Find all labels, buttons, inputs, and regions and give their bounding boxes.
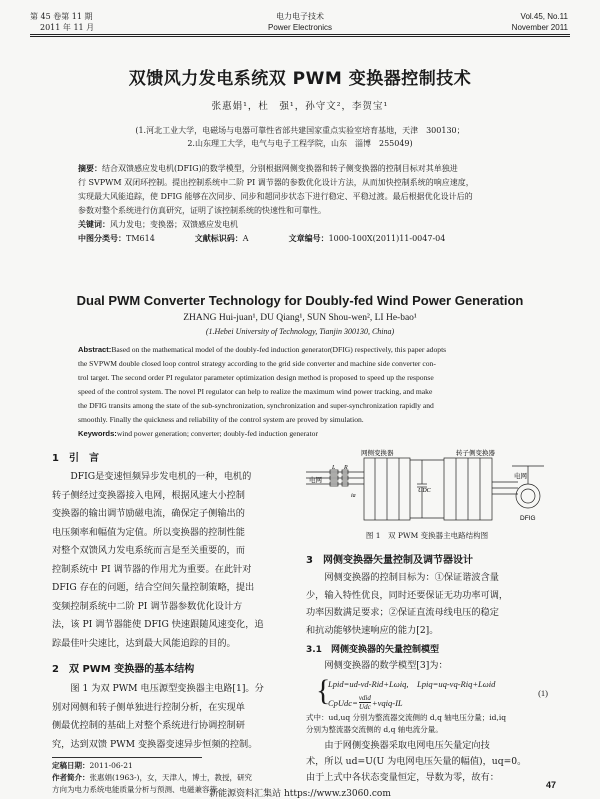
text-line: 网侧变换器的数学模型[3]为： [324,660,448,671]
equation-brace: { [316,674,331,707]
text-line: 侧最优控制的基础上对整个系统进行协调控制研 [52,720,245,731]
abstract-cn-line: 行 SVPWM 双闭环控制。提出控制系统中二阶 PI 调节器的参数优化设计方法，从而加快控制系统的响应速度， [78,178,474,187]
received-label: 定稿日期： [52,761,90,770]
footnote-rule [52,757,202,758]
abstract-cn [78,162,540,246]
text-line: 踪最佳叶尖速比，达到最大风能追踪的目的。 [52,637,236,649]
section-2-heading: 2 双 PWM 变换器的基本结构 [52,664,195,675]
page-number: 47 [545,780,556,790]
text-line: 电压频率和幅值为定值。所以变换器的控制性能 [52,526,245,538]
classification-row [78,232,540,246]
abstract-en-line: speed of the control system. The novel PI regulator can help to realize the maximum wind power tracking, and make [78,387,433,396]
author-bio: 张惠娟(1963-)，女，天津人，博士，教授，研究 [89,773,252,782]
watermark: 新能源资料汇集站 https://www.z3060.com [209,789,391,799]
text-line: 少，输入特性优良，同时还要保证无功功率可调， [306,589,509,601]
figure-label-dfig: DFIG [520,515,536,522]
header-rule-2 [30,36,570,37]
abstract-en-line: the SVPWM double closed loop control strategy according to the grid side converter and machine side converter con- [78,359,436,368]
text-line: 由于上式中各状态变量恒定，导数为零，故有： [306,772,499,783]
header-journal-cn: 电力电子技术 [276,12,324,21]
figure-label-r: R [344,465,348,471]
doc-code-value: A [242,234,249,243]
text-line: 分别为整流器交流侧的 d,q 轴电流分量。 [306,725,443,734]
figure-label-grid-right: 电网 [514,472,527,480]
header-volume-en: Vol.45, No.11 [520,12,568,21]
received-date: 2011-06-21 [89,761,133,770]
text-line: 术，所以 ud=U(U 为电网电压矢量的幅值)，uq=0。 [306,756,527,767]
keywords-cn: 风力发电；变换器；双馈感应发电机 [110,220,238,229]
affiliation-cn-1: (1.河北工业大学，电磁场与电器可靠性省部共建国家重点实验室培育基地，天津 300130； [135,126,465,135]
clc-label: 中图分类号： [78,234,126,243]
abstract-en-line: the DFIG transits among the state of the sub-synchronization, synchronization and super-synchronization rapidly and [78,401,434,410]
author-bio-label: 作者简介： [52,773,90,782]
text-line: 变频控制系统中二阶 PI 调节器参数优化设计方 [52,600,243,612]
equation-number: (1) [538,688,548,698]
header-journal-en: Power Electronics [267,23,333,32]
equation-fraction [359,694,371,711]
text-line: 图 1 为双 PWM 电压源型变换器主电路[1]。分 [70,683,264,694]
abstract-cn-line: 结合双馈感应发电机(DFIG)的数学模型，分别根据网侧变换器和转子侧变换器的控制目标对其单独进 [102,164,458,173]
header-rule [30,34,570,35]
section-3-1-intro [306,658,548,674]
abstract-en-line: trol target. The second order PI regulator parameter optimization design method is proposed to speed up the response [78,373,434,382]
text-line: 转子侧经过变换器接入电网，根据风速大小控制 [52,489,245,501]
abstract-cn-line: 实现最大风能追踪，使 DFIG 能够在次同步、同步和超同步状态下进行稳定、平稳过渡。最后根据优化设计后的 [78,192,473,201]
text-line: 由于网侧变换器采取电网电压矢量定向技 [324,740,490,751]
affiliation-en: (1.Hebei University of Technology, Tianjin 300130, China) [205,327,395,336]
header-volume-cn: 第 45 卷第 11 期 [30,12,93,21]
fraction-numerator: vdid [358,694,371,702]
fraction-denominator: Udc [359,703,371,711]
figure-label-l: L [332,465,336,471]
equation-rhs: +vqiq-IL [371,697,403,708]
section-1-heading: 1 引 言 [52,453,99,464]
text-line: 变换器的输出调节励磁电流，确保定子侧输出的 [52,508,245,519]
section-1-body [52,468,296,653]
figure-label-grid-converter: 网侧变换器 [361,449,394,457]
text-line: 对整个双馈风力发电系统而言是至关重要的，而 [52,545,245,556]
abstract-en-line: Based on the mathematical model of the doubly-fed induction generator(DFIG) respectively, this paper adopts [111,345,447,354]
section-2-body [52,680,296,754]
header-date-cn: 2011 年 11 月 [40,23,95,32]
figure-label-rotor-converter: 转子侧变换器 [456,449,495,457]
text-line: 法，该 PI 调节器能使 DFIG 快速跟随风速变化，追 [52,619,264,630]
section-3-1-body [306,738,548,786]
section-3-1-heading: 3.1 网侧变换器的矢量控制模型 [306,645,439,655]
clc-value: TM614 [126,234,155,243]
paper-title-en: Dual PWM Converter Technology for Doubly-fed Wind Power Generation [76,293,524,308]
affiliation-cn-2: 2.山东理工大学，电气与电子工程学院，山东 淄博 255049) [187,139,413,148]
figure-label-grid: 电网 [309,476,322,484]
equation-1-line-2 [328,694,403,711]
author-bio-2: 方向为电力系统电能质量分析与预测、电磁兼容等。 [52,785,225,794]
doc-code-label: 文献标识码： [194,234,243,243]
figure-label-udc: UDC [418,488,431,494]
abstract-en-line: smoothly. Finally the quickness and reliability of the control system are proved by simulation. [78,415,364,424]
text-line: 控制系统中 PI 调节器的作用尤为重要。在此针对 [52,563,252,575]
text-line: 究，达到双馈 PWM 变换器变速异步恒频的控制。 [52,738,258,750]
authors-cn: 张惠娟¹，杜 强¹，孙守文²，李贺宝¹ [211,101,389,112]
equation-explanation [306,712,548,736]
text-line: DFIG是变速恒频异步发电机的一种，电机的 [70,471,252,482]
figure-1-circuit [306,446,548,528]
equation-1-line-1: Lpid=ud-vd-Rid+Lωiq, Lpiq=uq-vq-Riq+Lωid [328,679,496,689]
abstract-cn-line: 参数对整个系统进行仿真研究，证明了该控制系统的快速性和可靠性。 [78,206,326,215]
text-line: 网侧变换器的控制目标为：①保证谐波含量 [324,572,499,583]
paper-title-cn: 双馈风力发电系统双 PWM 变换器控制技术 [128,69,472,89]
abstract-cn-label: 摘要： [78,164,102,173]
section-3-body [306,569,548,639]
keywords-cn-label: 关键词： [78,220,110,229]
text-line: 式中：ud,uq 分别为整流器交流侧的 d,q 轴电压分量；id,iq [306,713,507,722]
abstract-en [78,343,540,441]
figure-label-ia: ia [351,493,356,499]
section-3-heading: 3 网侧变换器矢量控制及调节器设计 [306,555,473,566]
authors-en: ZHANG Hui-juan¹, DU Qiang¹, SUN Shou-wen², LI He-bao¹ [183,313,417,323]
article-number-value: 1000-100X(2011)11-0047-04 [328,234,446,243]
header-date-en: November 2011 [511,23,568,32]
text-line: 和抗动能够快速响应的能力[2]。 [306,624,439,636]
equation-lhs: CpUdc= [328,697,358,708]
article-number-label: 文章编号： [288,234,329,243]
text-line: DFIG 存在的问题，结合空间矢量控制策略，提出 [52,582,255,593]
keywords-en: wind power generation; converter; doubly-fed induction generator [116,429,318,438]
abstract-en-label: Abstract: [78,345,112,354]
figure-1-caption: 图 1 双 PWM 变换器主电路结构图 [365,531,489,540]
text-line: 别对网侧和转子侧单独进行控制分析，在实现单 [52,701,245,713]
text-line: 功率因数满足要求；②保证直流母线电压的稳定 [306,607,499,618]
keywords-en-label: Keywords: [78,429,117,438]
